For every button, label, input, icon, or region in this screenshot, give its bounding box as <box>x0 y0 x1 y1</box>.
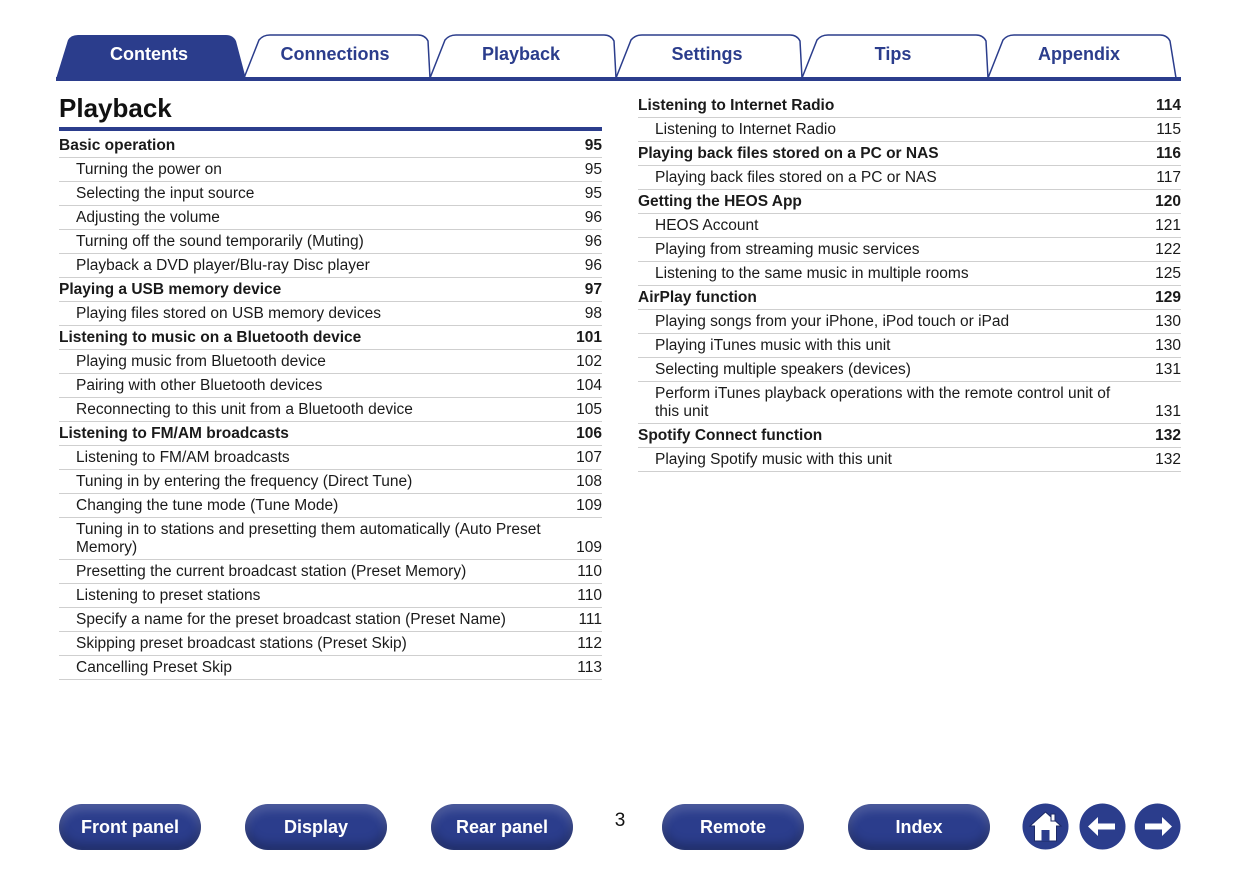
toc-page-number: 96 <box>584 257 602 274</box>
toc-entry-title: Skipping preset broadcast stations (Preset Skip) <box>76 635 407 652</box>
toc-page-number: 102 <box>576 353 602 370</box>
toc-entry-title: Playing back files stored on a PC or NAS <box>638 145 939 162</box>
toc-entry-title: Selecting multiple speakers (devices) <box>655 361 911 378</box>
back-arrow-icon[interactable] <box>1079 803 1126 850</box>
tab-playback[interactable]: Playback <box>481 44 561 64</box>
tab-connections[interactable]: Connections <box>280 44 390 64</box>
toc-page-number: 110 <box>577 563 602 580</box>
rear-panel-button[interactable]: Rear panel <box>431 804 573 850</box>
toc-section-row[interactable] <box>638 286 1181 310</box>
page-number: 3 <box>614 810 626 831</box>
toc-page-number: 104 <box>576 377 602 394</box>
toc-entry-title: Listening to FM/AM broadcasts <box>59 425 289 442</box>
toc-entry-title: Playing from streaming music services <box>655 241 920 258</box>
tab-settings[interactable]: Settings <box>671 44 743 64</box>
toc-section-row[interactable] <box>59 326 602 350</box>
toc-page-number: 130 <box>1155 337 1181 354</box>
toc-entry-title: Specify a name for the preset broadcast station (Preset Name) <box>76 611 506 628</box>
toc-page-number: 130 <box>1155 313 1181 330</box>
toc-page-number: 116 <box>1155 145 1181 162</box>
toc-left-column <box>59 134 602 680</box>
forward-arrow-icon[interactable] <box>1134 803 1181 850</box>
toc-entry-title: Tuning in by entering the frequency (Direct Tune) <box>76 473 413 490</box>
toc-right-column <box>638 94 1181 472</box>
toc-page-number: 97 <box>584 281 602 298</box>
toc-entry-title: Spotify Connect function <box>638 427 823 444</box>
toc-entry-title: Listening to preset stations <box>76 587 261 604</box>
toc-entry-title: Listening to the same music in multiple rooms <box>655 265 969 282</box>
toc-page-number: 114 <box>1155 97 1181 114</box>
toc-entry-row[interactable] <box>638 310 1181 334</box>
toc-entry-title: Turning off the sound temporarily (Muting) <box>76 233 364 250</box>
toc-entry-row[interactable] <box>59 398 602 422</box>
toc-entry-row[interactable] <box>59 584 602 608</box>
home-icon[interactable] <box>1022 803 1069 850</box>
toc-entry-row[interactable] <box>59 518 602 560</box>
tab-bar-graphics <box>0 0 1240 82</box>
toc-section-row[interactable] <box>59 278 602 302</box>
toc-entry-title: Listening to Internet Radio <box>638 97 835 114</box>
toc-entry-title: Playing a USB memory device <box>59 281 282 298</box>
toc-page-number: 108 <box>576 473 602 490</box>
toc-page-number: 95 <box>584 161 602 178</box>
toc-entry-row[interactable] <box>59 470 602 494</box>
toc-page-number: 110 <box>577 587 602 604</box>
tab-appendix[interactable]: Appendix <box>1037 44 1120 64</box>
toc-page-number: 132 <box>1155 427 1181 444</box>
toc-entry-title: Perform iTunes playback operations with the remote control unit of this unit <box>655 385 1111 420</box>
page-title: Playback <box>59 93 172 123</box>
toc-entry-row[interactable] <box>638 214 1181 238</box>
toc-page-number: 132 <box>1155 451 1181 468</box>
toc-entry-title: Pairing with other Bluetooth devices <box>76 377 323 394</box>
toc-entry-row[interactable] <box>638 238 1181 262</box>
toc-entry-title: Presetting the current broadcast station (Preset Memory) <box>76 563 467 580</box>
toc-entry-row[interactable] <box>59 158 602 182</box>
toc-page-number: 112 <box>577 635 602 652</box>
toc-entry-title: Cancelling Preset Skip <box>76 659 232 676</box>
toc-entry-row[interactable] <box>59 632 602 656</box>
toc-page-number: 113 <box>577 659 602 676</box>
toc-entry-title: Playback a DVD player/Blu-ray Disc player <box>76 257 370 274</box>
toc-entry-row[interactable] <box>59 206 602 230</box>
toc-entry-row[interactable] <box>638 448 1181 472</box>
toc-entry-row[interactable] <box>59 302 602 326</box>
toc-entry-title: Listening to FM/AM broadcasts <box>76 449 290 466</box>
toc-entry-title: Playing files stored on USB memory devices <box>76 305 381 322</box>
toc-entry-row[interactable] <box>638 382 1181 424</box>
toc-entry-row[interactable] <box>638 166 1181 190</box>
toc-entry-row[interactable] <box>59 254 602 278</box>
toc-entry-row[interactable] <box>59 446 602 470</box>
toc-entry-title: Getting the HEOS App <box>638 193 802 210</box>
toc-entry-row[interactable] <box>638 118 1181 142</box>
index-button[interactable]: Index <box>848 804 990 850</box>
toc-entry-title: Reconnecting to this unit from a Bluetooth device <box>76 401 413 418</box>
toc-page-number: 107 <box>576 449 602 466</box>
front-panel-button[interactable]: Front panel <box>59 804 201 850</box>
toc-page-number: 98 <box>584 305 602 322</box>
toc-entry-title: Adjusting the volume <box>76 209 220 226</box>
toc-page-number: 95 <box>584 137 602 154</box>
toc-page-number: 96 <box>584 233 602 250</box>
toc-entry-title: Playing songs from your iPhone, iPod touch or iPad <box>655 313 1010 330</box>
toc-entry-title: Listening to Internet Radio <box>655 121 836 138</box>
toc-entry-title: Playing iTunes music with this unit <box>655 337 891 354</box>
toc-entry-row[interactable] <box>59 656 602 680</box>
toc-page-number: 109 <box>576 497 602 514</box>
toc-entry-row[interactable] <box>59 608 602 632</box>
tab-contents[interactable]: Contents <box>110 44 188 64</box>
toc-page-number: 111 <box>578 611 602 628</box>
title-divider <box>59 127 602 131</box>
toc-section-row[interactable] <box>638 190 1181 214</box>
toc-page-number: 125 <box>1155 265 1181 282</box>
toc-entry-row[interactable] <box>638 262 1181 286</box>
toc-page-number: 117 <box>1156 169 1181 186</box>
toc-section-row[interactable] <box>59 422 602 446</box>
toc-page-number: 122 <box>1155 241 1181 258</box>
toc-page-number: 120 <box>1155 193 1181 210</box>
toc-page-number: 131 <box>1155 361 1181 378</box>
toc-entry-row[interactable] <box>59 374 602 398</box>
toc-entry-row[interactable] <box>59 494 602 518</box>
toc-entry-title: Listening to music on a Bluetooth device <box>59 329 362 346</box>
toc-entry-row[interactable] <box>638 358 1181 382</box>
toc-page-number: 105 <box>576 401 602 418</box>
toc-page-number: 101 <box>576 329 602 346</box>
toc-entry-title: Playing music from Bluetooth device <box>76 353 326 370</box>
toc-entry-row[interactable] <box>638 334 1181 358</box>
toc-entry-title: Basic operation <box>59 137 176 154</box>
tab-bar <box>0 0 1240 82</box>
remote-button[interactable]: Remote <box>662 804 804 850</box>
toc-entry-row[interactable] <box>59 182 602 206</box>
toc-entry-title: AirPlay function <box>638 289 757 306</box>
toc-page-number: 121 <box>1155 217 1181 234</box>
toc-section-row[interactable] <box>59 134 602 158</box>
toc-entry-title: Playing Spotify music with this unit <box>655 451 892 468</box>
toc-entry-title: Selecting the input source <box>76 185 255 202</box>
toc-entry-row[interactable] <box>59 350 602 374</box>
toc-page-number: 115 <box>1156 121 1181 138</box>
toc-section-row[interactable] <box>638 142 1181 166</box>
toc-page-number: 96 <box>584 209 602 226</box>
toc-page-number: 129 <box>1155 289 1181 306</box>
toc-page-number: 95 <box>584 185 602 202</box>
toc-entry-title: Tuning in to stations and presetting them automatically (Auto Preset Memory) <box>76 521 541 556</box>
toc-page-number: 109 <box>576 539 602 556</box>
toc-entry-title: Turning the power on <box>76 161 222 178</box>
toc-entry-title: HEOS Account <box>655 217 759 234</box>
toc-entry-title: Playing back files stored on a PC or NAS <box>655 169 937 186</box>
toc-entry-row[interactable] <box>59 230 602 254</box>
toc-entry-title: Changing the tune mode (Tune Mode) <box>76 497 339 514</box>
toc-page-number: 131 <box>1155 403 1181 420</box>
display-button[interactable]: Display <box>245 804 387 850</box>
tab-tips[interactable]: Tips <box>874 44 912 64</box>
toc-entry-row[interactable] <box>59 560 602 584</box>
toc-section-row[interactable] <box>638 94 1181 118</box>
toc-section-row[interactable] <box>638 424 1181 448</box>
toc-page-number: 106 <box>576 425 602 442</box>
